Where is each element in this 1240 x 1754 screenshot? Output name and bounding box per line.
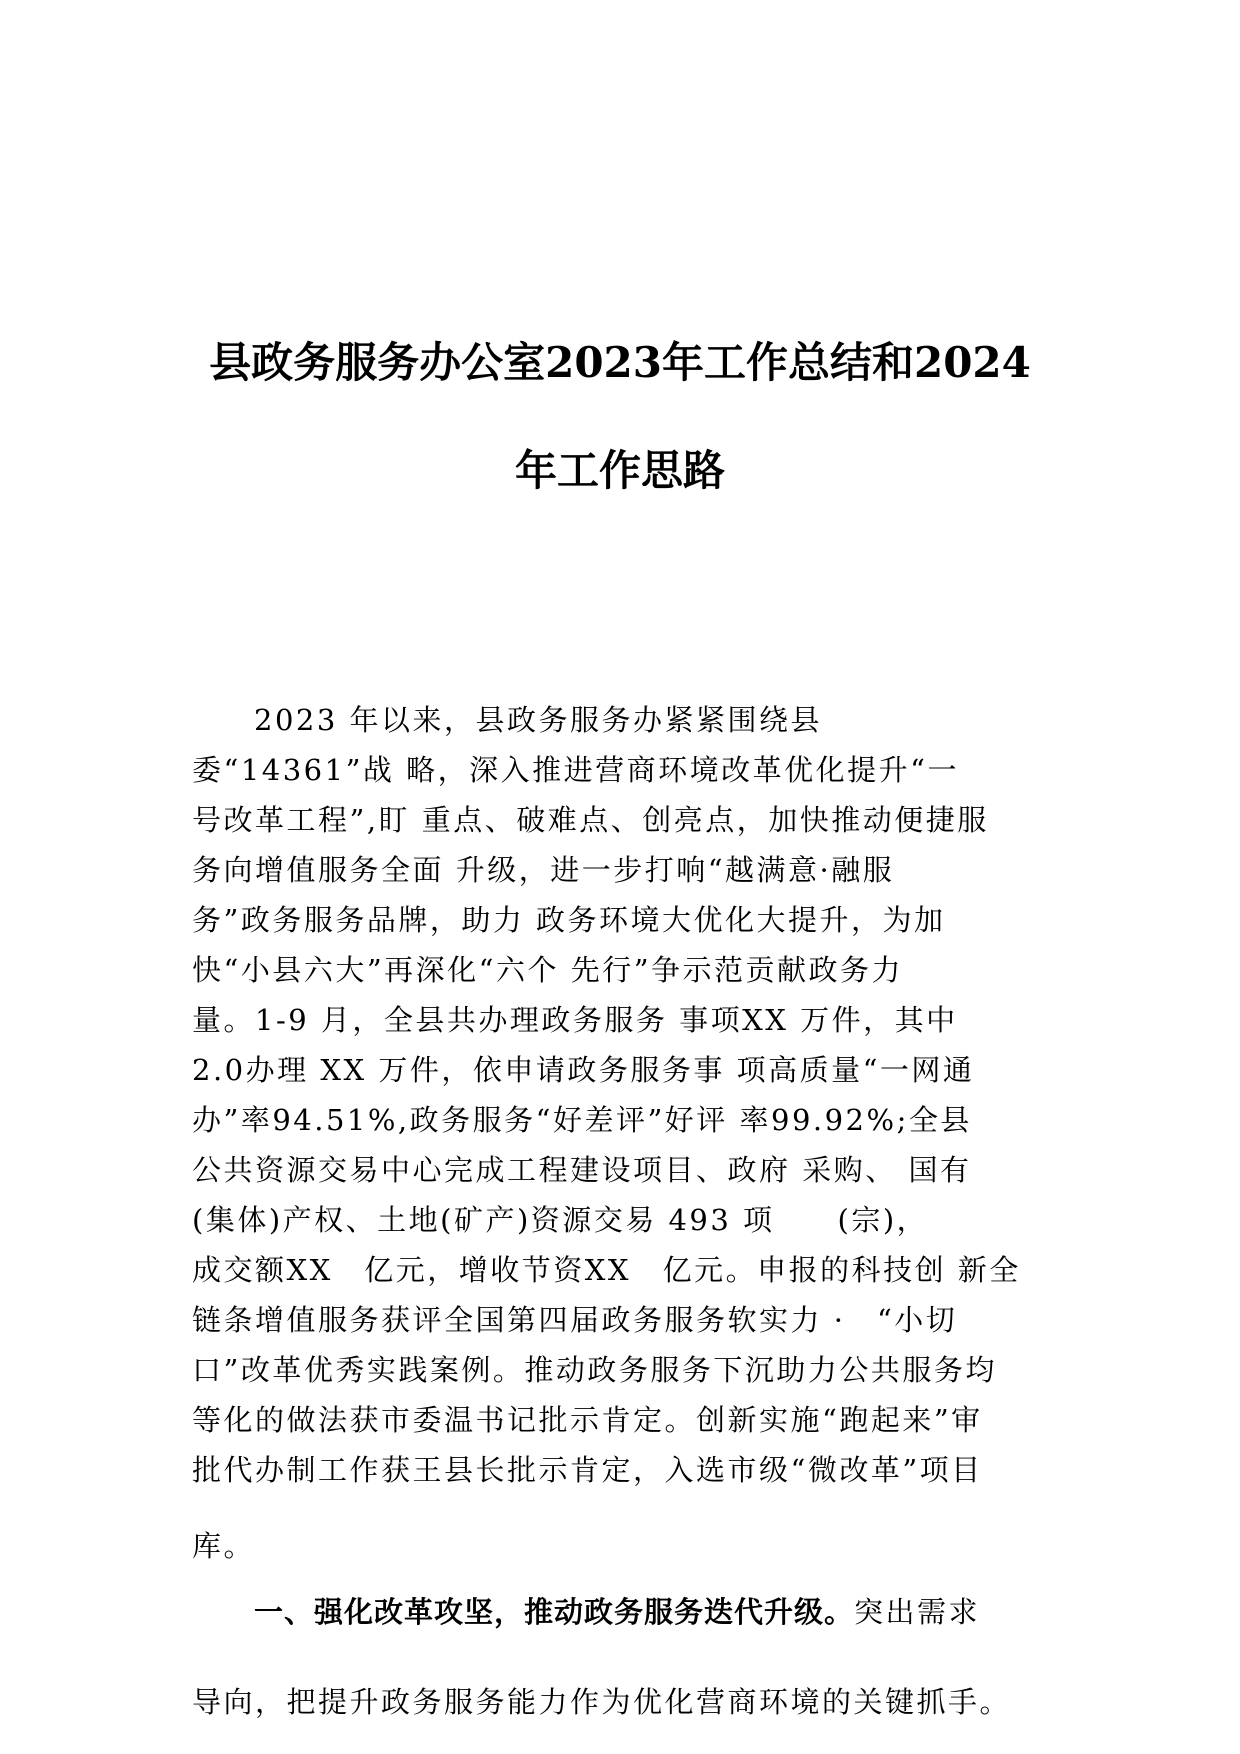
paragraph-line: 成交额XX 亿元，增收节资XX 亿元。申报的科技创 新全 xyxy=(192,1253,1021,1287)
document-title-line-2: 年工作思路 xyxy=(514,446,725,495)
section-1-heading-tail: 突出需求 xyxy=(854,1595,981,1629)
paragraph-line: 委“14361”战 略，深入推进营商环境改革优化提升“一 xyxy=(192,753,959,787)
paragraph-line: 务”政务服务品牌，助力 政务环境大优化大提升，为加 xyxy=(192,903,946,937)
document-title-line-1: 县政务服务办公室2023年工作总结和2024 xyxy=(209,338,1031,387)
paragraph-line: 链条增值服务获评全国第四届政务服务软实力 · “小切 xyxy=(192,1303,958,1337)
paragraph-line: 务向增值服务全面 升级，进一步打响“越满意·融服 xyxy=(192,853,895,887)
section-1-heading: 一、强化改革攻坚，推动政务服务迭代升级。 xyxy=(254,1595,855,1629)
paragraph-line: (集体)产权、土地(矿产)资源交易 493 项 (宗)， xyxy=(192,1203,929,1237)
paragraph-line: 2.0办理 XX 万件，依申请政务服务事 项高质量“一网通 xyxy=(192,1053,975,1087)
paragraph-line: 批代办制工作获王县长批示肯定，入选市级“微改革”项目 xyxy=(192,1453,983,1487)
paragraph-line: 2023 年以来，县政务服务办紧紧围绕县 xyxy=(254,703,823,737)
section-1-first-line xyxy=(254,1595,981,1629)
paragraph-line: 办”率94.51%,政务服务“好差评”好评 率99.92%;全县 xyxy=(192,1103,972,1137)
paragraph-line: 号改革工程”,盯 重点、破难点、创亮点，加快推动便捷服 xyxy=(192,803,989,837)
paragraph-line: 库。 xyxy=(192,1529,256,1563)
paragraph-line: 量。1-9 月，全县共办理政务服务 事项XX 万件，其中 xyxy=(192,1003,958,1037)
section-1-second-line: 导向，把提升政务服务能力作为优化营商环境的关键抓手。 xyxy=(192,1685,1012,1719)
paragraph-line: 等化的做法获市委温书记批示肯定。创新实施“跑起来”审 xyxy=(192,1403,983,1437)
paragraph-line: 快“小县六大”再深化“六个 先行”争示范贡献政务力 xyxy=(192,953,904,987)
paragraph-line: 口”改革优秀实践案例。推动政务服务下沉助力公共服务均 xyxy=(192,1353,997,1387)
paragraph-line: 公共资源交易中心完成工程建设项目、政府 采购、 国有 xyxy=(192,1153,972,1187)
